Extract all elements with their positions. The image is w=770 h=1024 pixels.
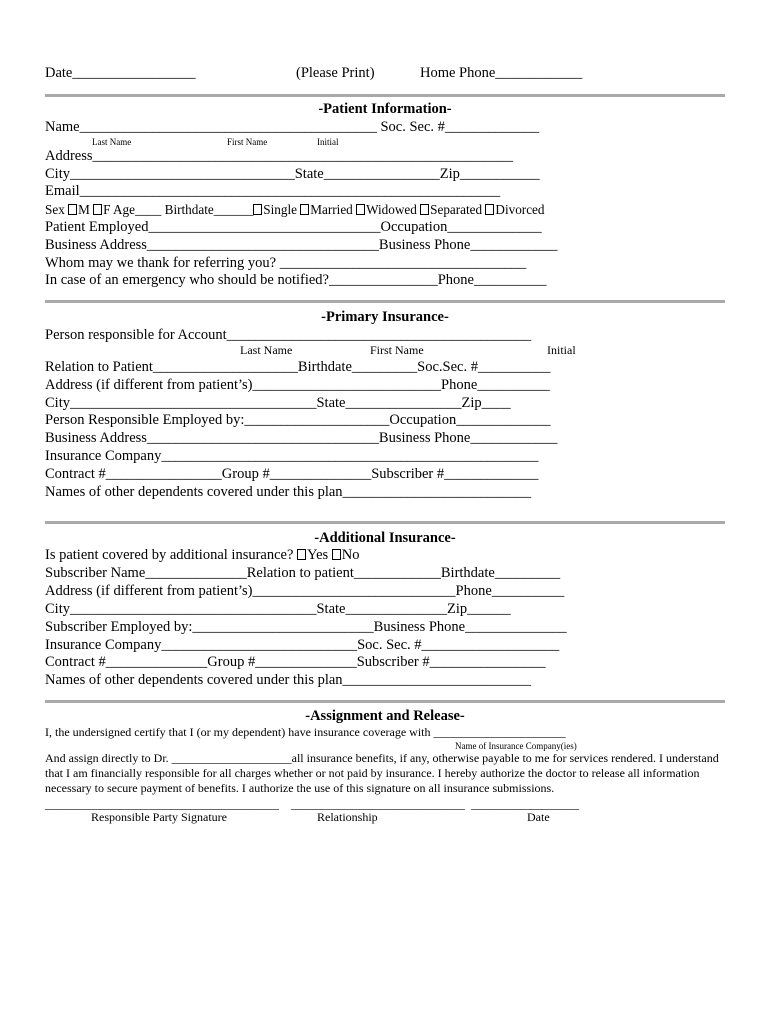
married-label: Married	[310, 202, 353, 217]
primary-contract-field[interactable]: Contract #________________Group #______________Subscriber #_____________	[45, 466, 539, 482]
signature-caption: Responsible Party Signature	[91, 810, 227, 824]
primary-business-field[interactable]: Business Address________________________________Business Phone____________	[45, 430, 558, 446]
patient-name-field[interactable]: Name_________________________________________ Soc. Sec. #_____________	[45, 119, 540, 135]
primary-insurance-company-field[interactable]: Insurance Company____________________________________________________	[45, 448, 539, 464]
female-checkbox[interactable]	[93, 204, 102, 215]
patient-info-title: -Patient Information-	[318, 101, 452, 117]
no-label: No	[341, 547, 360, 563]
primary-dependents-field[interactable]: Names of other dependents covered under this plan__________________________	[45, 484, 532, 500]
no-checkbox[interactable]	[332, 549, 341, 560]
responsible-person-field[interactable]: Person responsible for Account__________________________________________	[45, 327, 532, 343]
please-print-label: (Please Print)	[296, 65, 375, 81]
relationship-caption: Relationship	[317, 810, 378, 824]
last-name-caption: Last Name	[92, 137, 132, 147]
subscriber-name-field[interactable]: Subscriber Name______________Relation to patient____________Birthdate_________	[45, 565, 561, 581]
sex-marital-row	[45, 201, 545, 218]
signature-lines[interactable]: _______________________________________ _____________________________ __________________	[45, 797, 579, 811]
assignment-paragraph: And assign directly to Dr. ____________________all insurance benefits, if any, otherwise payable to me for services rendered. I understand that I am financially responsible for all charges whether or not paid by insurance. I hereby authorize the doctor to release all information necessary to secure payment of benefits. I authorize the use of this signature on all insurance submissions.	[45, 751, 719, 795]
additional-coverage-row	[45, 547, 360, 564]
last-name-caption: Last Name	[240, 343, 293, 357]
primary-city-field[interactable]: City__________________________________State________________Zip____	[45, 395, 511, 411]
section-divider	[45, 300, 725, 303]
patient-business-field[interactable]: Business Address________________________________Business Phone____________	[45, 237, 558, 253]
sex-label: Sex	[45, 202, 65, 217]
additional-dependents-field[interactable]: Names of other dependents covered under this plan__________________________	[45, 672, 532, 688]
primary-address-field[interactable]: Address (if different from patient’s)__________________________Phone__________	[45, 377, 550, 393]
initial-caption: Initial	[547, 343, 576, 357]
date-caption: Date	[527, 810, 550, 824]
section-divider	[45, 94, 725, 97]
coverage-certify-line[interactable]: I, the undersigned certify that I (or my dependent) have insurance coverage with ______________________	[45, 725, 566, 739]
additional-insurance-company-field[interactable]: Insurance Company___________________________Soc. Sec. #___________________	[45, 637, 560, 653]
referral-field[interactable]: Whom may we thank for referring you? __________________________________	[45, 255, 527, 271]
female-age-birthdate-field[interactable]: F Age____ Birthdate______	[103, 202, 254, 217]
subscriber-employed-field[interactable]: Subscriber Employed by:_________________________Business Phone______________	[45, 619, 567, 635]
widowed-label: Widowed	[366, 202, 417, 217]
separated-label: Separated	[430, 202, 483, 217]
divorced-label: Divorced	[495, 202, 545, 217]
first-name-caption: First Name	[227, 137, 268, 147]
additional-city-field[interactable]: City__________________________________State______________Zip______	[45, 601, 511, 617]
yes-checkbox[interactable]	[297, 549, 306, 560]
relation-to-patient-field[interactable]: Relation to Patient____________________Birthdate_________Soc.Sec. #__________	[45, 359, 551, 375]
widowed-checkbox[interactable]	[356, 204, 365, 215]
home-phone-field[interactable]: Home Phone____________	[420, 65, 583, 81]
patient-address-field[interactable]: Address__________________________________________________________	[45, 148, 514, 164]
separated-checkbox[interactable]	[420, 204, 429, 215]
male-checkbox[interactable]	[68, 204, 77, 215]
additional-address-field[interactable]: Address (if different from patient’s)____________________________Phone__________	[45, 583, 565, 599]
additional-coverage-question: Is patient covered by additional insurance?	[45, 547, 294, 563]
date-field[interactable]: Date_________________	[45, 65, 196, 81]
section-divider	[45, 700, 725, 703]
yes-label: Yes	[307, 547, 329, 563]
additional-contract-field[interactable]: Contract #______________Group #______________Subscriber #________________	[45, 654, 546, 670]
single-label: Single	[263, 202, 297, 217]
assignment-release-title: -Assignment and Release-	[305, 708, 465, 724]
insurance-company-caption: Name of Insurance Company(ies)	[455, 741, 577, 751]
married-checkbox[interactable]	[300, 204, 309, 215]
initial-caption: Initial	[317, 137, 339, 147]
emergency-contact-field[interactable]: In case of an emergency who should be notified?_______________Phone__________	[45, 272, 547, 288]
male-label: M	[78, 202, 90, 217]
divorced-checkbox[interactable]	[485, 204, 494, 215]
primary-insurance-title: -Primary Insurance-	[321, 309, 449, 325]
section-divider	[45, 521, 725, 524]
patient-employed-field[interactable]: Patient Employed________________________________Occupation_____________	[45, 219, 542, 235]
first-name-caption: First Name	[370, 343, 424, 357]
patient-email-field[interactable]: Email__________________________________________________________	[45, 183, 501, 199]
additional-insurance-title: -Additional Insurance-	[314, 530, 456, 546]
patient-city-field[interactable]: City_______________________________State________________Zip___________	[45, 166, 540, 182]
primary-employed-field[interactable]: Person Responsible Employed by:____________________Occupation_____________	[45, 412, 551, 428]
single-checkbox[interactable]	[253, 204, 262, 215]
